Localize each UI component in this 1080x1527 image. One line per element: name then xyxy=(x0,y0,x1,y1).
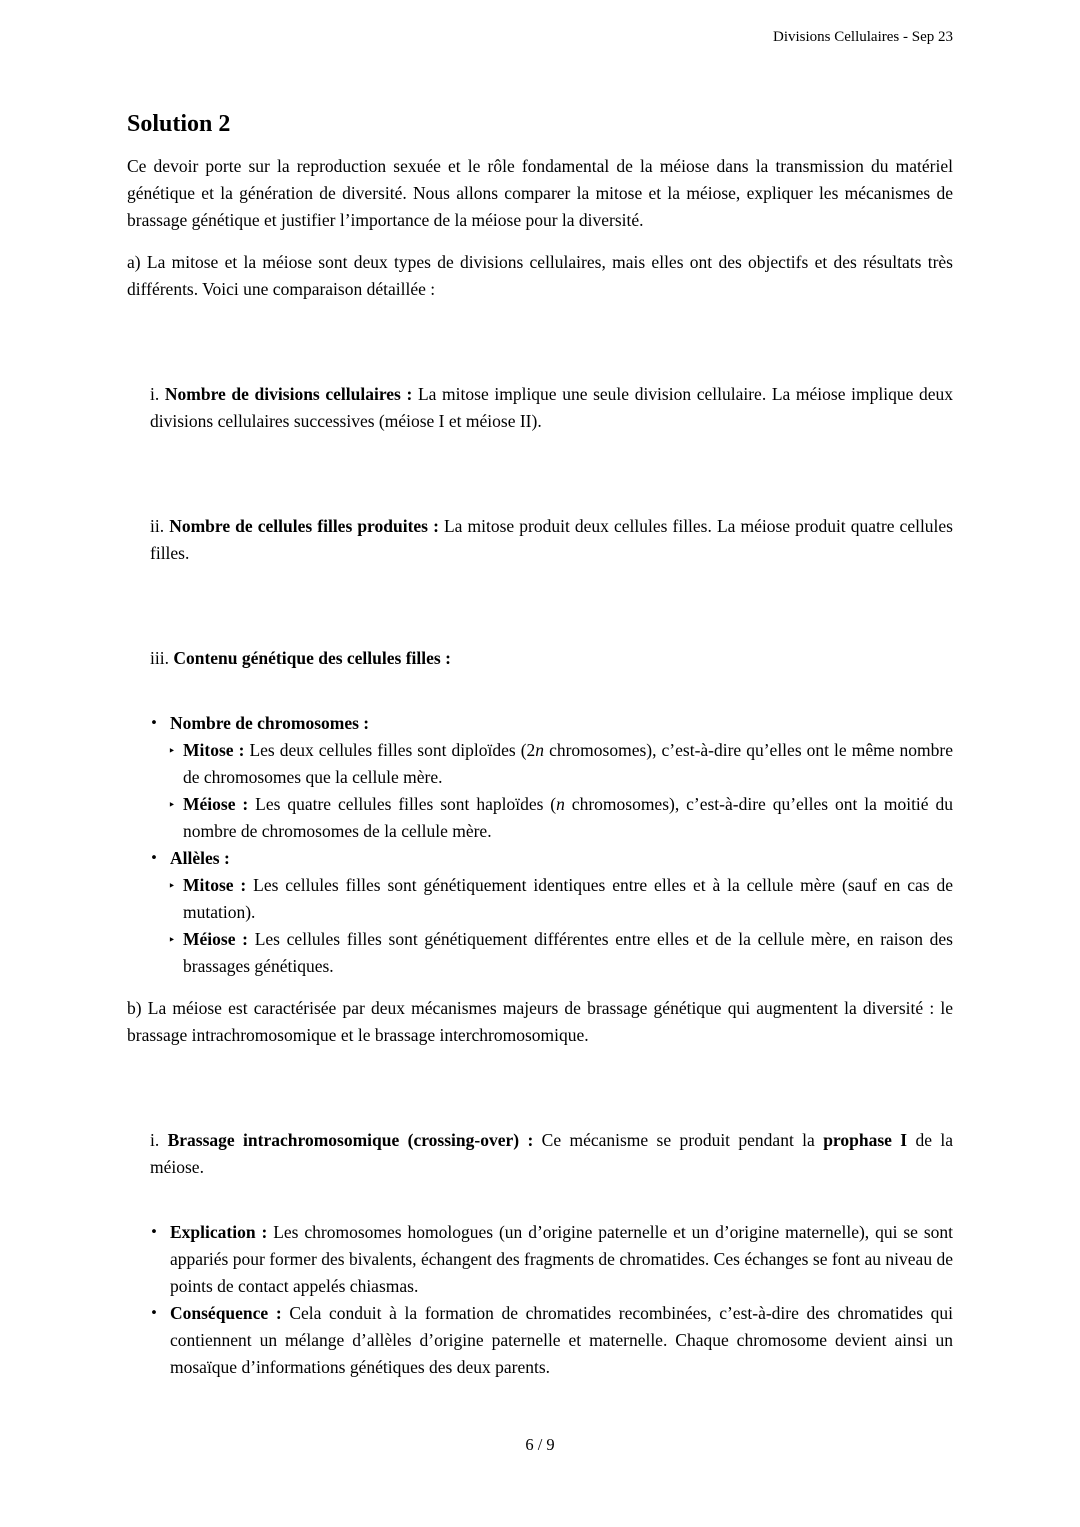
numbered-item xyxy=(150,381,953,435)
bullet-content xyxy=(170,1300,953,1381)
text-run: chromosomes), c’est-à-dire qu’elles ont le même nombre de chromosomes que la cellule mère. xyxy=(183,739,953,787)
paragraph xyxy=(127,995,953,1049)
bold-text: Nombre de chromosomes : xyxy=(170,712,370,733)
bullet-item xyxy=(150,1219,953,1300)
bullet-icon: • xyxy=(150,1304,158,1321)
paragraph xyxy=(127,249,953,303)
bold-text: Mitose : xyxy=(183,739,250,760)
bullet-item xyxy=(150,1300,953,1381)
bullet-icon: • xyxy=(150,1223,158,1240)
text-run: a) La mitose et la méiose sont deux types de divisions cellulaires, mais elles ont des objectifs et des résultats très différents. Voici une comparaison détaillée : xyxy=(127,251,953,299)
text-run: La mitose produit deux cellules filles. La méiose produit quatre cellules filles. xyxy=(150,515,953,563)
bullet-item xyxy=(150,710,953,737)
text-run: Les chromosomes homologues (un d’origine paternelle et un d’origine maternelle), qui se sont appariés pour former des bivalents, échangent des fragments de chromatides. Ces échanges se font au niveau de points de contact appelés chiasmas. xyxy=(170,1221,954,1296)
bold-text: Brassage intrachromosomique (crossing-over) : xyxy=(167,1129,542,1150)
text-run: Les cellules filles sont génétiquement identiques entre elles et à la cellule mère (sauf en cas de mutation). xyxy=(183,874,953,922)
sub-bullet-content xyxy=(183,791,953,845)
bullet-list xyxy=(150,710,953,980)
bold-text: Conséquence : xyxy=(170,1302,290,1323)
triangle-bullet-icon: ‣ xyxy=(168,877,176,893)
page-title: Solution 2 xyxy=(127,110,231,137)
sub-bullet-item xyxy=(168,926,953,980)
numbered-item xyxy=(150,1127,953,1181)
triangle-bullet-icon: ‣ xyxy=(168,796,176,812)
text-run: Ce devoir porte sur la reproduction sexuée et le rôle fondamental de la méiose dans la transmission du matériel génétique et la génération de diversité. Nous allons comparer la mitose et la méiose, expliquer les mécanismes de brassage génétique et justifier l’importance de la méiose pour la diversité. xyxy=(127,155,953,230)
page-header xyxy=(127,0,953,47)
item-number: i. xyxy=(150,383,165,404)
text-run: Les deux cellules filles sont diploïdes (2 xyxy=(249,739,536,760)
text-run: Ce mécanisme se produit pendant la xyxy=(541,1129,824,1150)
document-body xyxy=(127,153,953,1381)
numbered-item xyxy=(150,513,953,567)
sub-bullet-content xyxy=(183,872,953,926)
sub-bullet-content xyxy=(183,737,953,791)
header-title: Divisions Cellulaires - Sep 23 xyxy=(773,29,953,45)
bold-text: Nombre de cellules filles produites : xyxy=(169,515,444,536)
item-number: iii. xyxy=(150,647,174,668)
bullet-list xyxy=(150,1219,953,1381)
bold-text: Mitose : xyxy=(183,874,254,895)
text-run: Les cellules filles sont génétiquement différentes entre elles et de la cellule mère, en raison des brassages génétiques. xyxy=(183,928,953,976)
italic-text: n xyxy=(535,739,545,760)
bold-text: Méiose : xyxy=(183,928,255,949)
sub-bullet-item xyxy=(168,872,953,926)
bullet-icon: • xyxy=(150,714,158,731)
bold-text: Méiose : xyxy=(183,793,256,814)
item-number: ii. xyxy=(150,515,170,536)
item-number: i. xyxy=(150,1129,168,1150)
text-run: Les quatre cellules filles sont haploïdes ( xyxy=(255,793,557,814)
paragraph xyxy=(127,153,953,234)
bold-text: Contenu génétique des cellules filles : xyxy=(173,647,451,668)
triangle-bullet-icon: ‣ xyxy=(168,931,176,947)
sub-bullet-item xyxy=(168,791,953,845)
page-footer xyxy=(0,1435,1080,1455)
numbered-item xyxy=(150,645,953,672)
bold-text: Allèles : xyxy=(170,847,230,868)
text-run: de la méiose. xyxy=(150,1129,953,1177)
text-run: b) La méiose est caractérisée par deux mécanismes majeurs de brassage génétique qui augmentent la diversité : le brassage intrachromosomique et le brassage interchromosomique. xyxy=(127,997,953,1045)
bullet-icon: • xyxy=(150,849,158,866)
sub-bullet-content xyxy=(183,926,953,980)
bullet-content xyxy=(170,845,953,872)
triangle-bullet-icon: ‣ xyxy=(168,742,176,758)
text-run: La mitose implique une seule division cellulaire. La méiose implique deux divisions cellulaires successives (méiose I et méiose II). xyxy=(150,383,953,431)
bold-text: prophase I xyxy=(823,1129,908,1150)
bold-text: Nombre de divisions cellulaires : xyxy=(164,383,418,404)
italic-text: n xyxy=(556,793,565,814)
text-run: chromosomes), c’est-à-dire qu’elles ont la moitié du nombre de chromosomes de la cellule mère. xyxy=(183,793,953,841)
text-run: Cela conduit à la formation de chromatides recombinées, c’est-à-dire des chromatides qui contiennent un mélange d’allèles d’origine paternelle et maternelle. Chaque chromosome devient ainsi un mosaïque d’informations génétiques des deux parents. xyxy=(170,1302,954,1377)
bold-text: Explication : xyxy=(170,1221,274,1242)
page-number: 6 / 9 xyxy=(525,1435,555,1454)
bullet-content xyxy=(170,710,953,737)
bullet-content xyxy=(170,1219,953,1300)
sub-bullet-item xyxy=(168,737,953,791)
bullet-item xyxy=(150,845,953,872)
